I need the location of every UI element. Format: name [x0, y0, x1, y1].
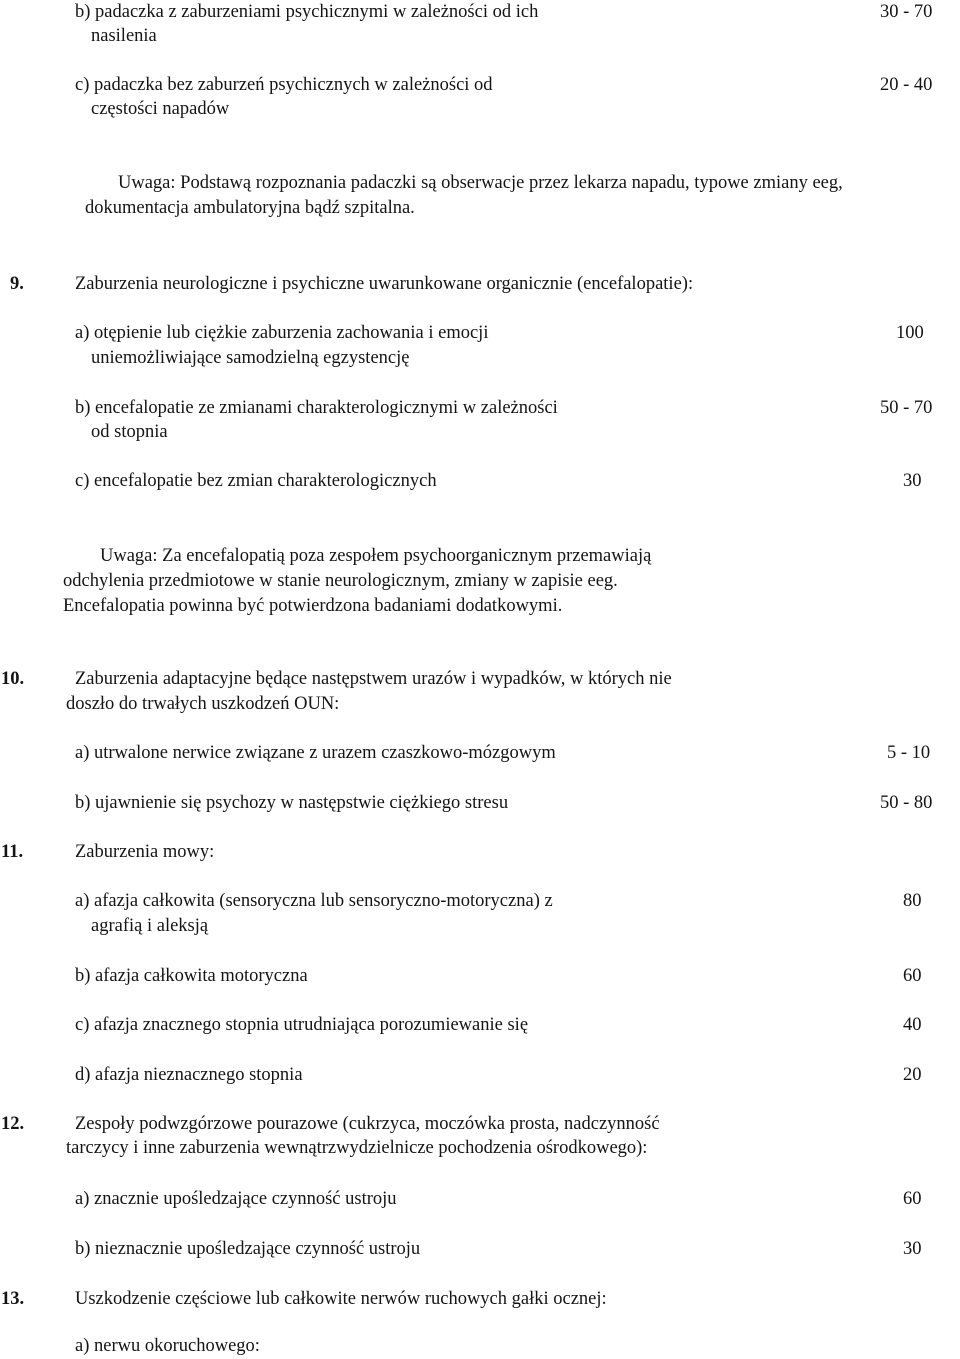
item-11d-value: 20: [903, 1065, 922, 1085]
item-10b-text: b) ujawnienie się psychozy w następstwie ciężkiego stresu: [75, 793, 509, 813]
section-11-number: 11.: [1, 842, 24, 862]
item-13a-text: a) nerwu okoruchowego:: [75, 1336, 260, 1356]
item-11d-text: d) afazja nieznacznego stopnia: [75, 1065, 303, 1085]
item-10b-value: 50 - 80: [880, 793, 933, 813]
section-12-number: 12.: [1, 1114, 25, 1134]
item-11a-text-line1: a) afazja całkowita (sensoryczna lub sensoryczno-motoryczna) z: [75, 891, 553, 911]
item-10a-text: a) utrwalone nerwice związane z urazem czaszkowo-mózgowym: [75, 743, 556, 763]
section-10-title-line2: doszło do trwałych uszkodzeń OUN:: [66, 694, 340, 714]
item-9b-text-line2: od stopnia: [91, 422, 168, 442]
item-9a-value: 100: [896, 323, 924, 343]
item-9c-value: 30: [903, 471, 922, 491]
item-12a-text: a) znacznie upośledzające czynność ustroju: [75, 1189, 397, 1209]
section-10-title-line1: Zaburzenia adaptacyjne będące następstwem urazów i wypadków, w których nie: [75, 669, 672, 689]
section-11-title: Zaburzenia mowy:: [75, 842, 215, 862]
item-11b-value: 60: [903, 966, 922, 986]
item-11b-text: b) afazja całkowita motoryczna: [75, 966, 308, 986]
section-13-number: 13.: [1, 1289, 25, 1309]
item-11c-text: c) afazja znacznego stopnia utrudniająca porozumiewanie się: [75, 1015, 529, 1035]
item-9a-text-line2: uniemożliwiające samodzielną egzystencję: [91, 348, 410, 368]
item-12b-value: 30: [903, 1239, 922, 1259]
note-8-line2: dokumentacja ambulatoryjna bądź szpitalna.: [85, 198, 415, 218]
note-9-line3: Encefalopatia powinna być potwierdzona badaniami dodatkowymi.: [63, 596, 563, 616]
item-8c-text-line1: c) padaczka bez zaburzeń psychicznych w zależności od: [75, 75, 493, 95]
item-11a-text-line2: agrafią i aleksją: [91, 916, 209, 936]
section-12-title-line2: tarczycy i inne zaburzenia wewnątrzwydzielnicze pochodzenia ośrodkowego):: [66, 1138, 648, 1158]
section-10-number: 10.: [1, 669, 25, 689]
item-9c-text: c) encefalopatie bez zmian charakterologicznych: [75, 471, 437, 491]
item-8b-text-line1: b) padaczka z zaburzeniami psychicznymi w zależności od ich: [75, 2, 539, 22]
item-12a-value: 60: [903, 1189, 922, 1209]
item-9a-text-line1: a) otępienie lub ciężkie zaburzenia zachowania i emocji: [75, 323, 489, 343]
item-11c-value: 40: [903, 1015, 922, 1035]
item-8b-value: 30 - 70: [880, 2, 933, 22]
note-8-line1: Uwaga: Podstawą rozpoznania padaczki są obserwacje przez lekarza napadu, typowe zmiany eeg,: [118, 173, 843, 193]
section-9-number: 9.: [10, 274, 24, 294]
item-11a-value: 80: [903, 891, 922, 911]
item-10a-value: 5 - 10: [887, 743, 931, 763]
item-9b-value: 50 - 70: [880, 398, 933, 418]
item-9b-text-line1: b) encefalopatie ze zmianami charakterologicznymi w zależności: [75, 398, 558, 418]
section-9-title: Zaburzenia neurologiczne i psychiczne uwarunkowane organicznie (encefalopatie):: [75, 274, 694, 294]
note-9-line2: odchylenia przedmiotowe w stanie neurologicznym, zmiany w zapisie eeg.: [63, 571, 618, 591]
item-12b-text: b) nieznacznie upośledzające czynność ustroju: [75, 1239, 421, 1259]
note-9-line1: Uwaga: Za encefalopatią poza zespołem psychoorganicznym przemawiają: [100, 546, 652, 566]
item-8b-text-line2: nasilenia: [91, 26, 157, 46]
item-8c-value: 20 - 40: [880, 75, 933, 95]
item-8c-text-line2: częstości napadów: [91, 99, 230, 119]
section-12-title-line1: Zespoły podwzgórzowe pourazowe (cukrzyca, moczówka prosta, nadczynność: [75, 1114, 660, 1134]
section-13-title: Uszkodzenie częściowe lub całkowite nerwów ruchowych gałki ocznej:: [75, 1289, 607, 1309]
